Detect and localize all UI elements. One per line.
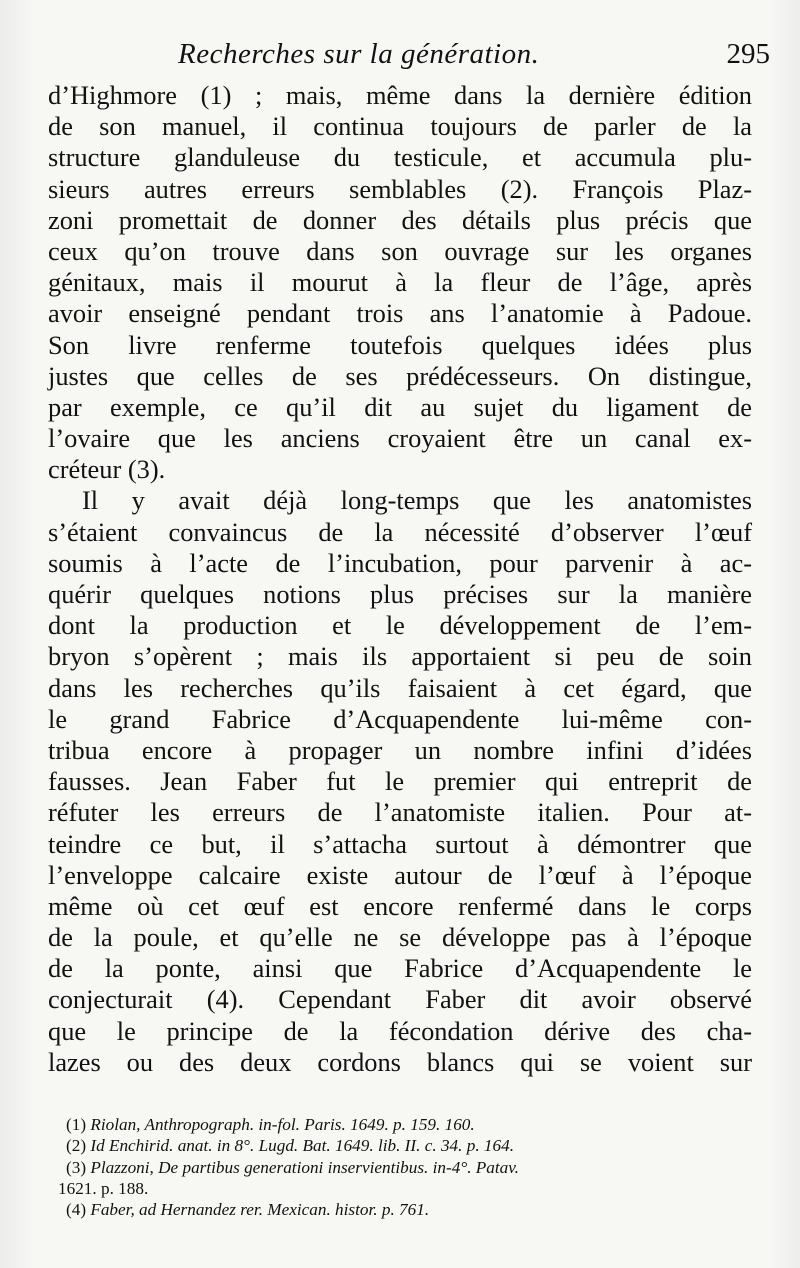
text-line: même où cet œuf est encore renfermé dans le corps xyxy=(48,890,752,921)
footnote-text: Faber, ad Hernandez rer. Mexican. histor. p. 761. xyxy=(90,1200,430,1220)
text-line: le grand Fabrice d’Acquapendente lui-même con- xyxy=(48,703,752,734)
text-line: de la poule, et qu’elle ne se développe pas à l’époque xyxy=(48,922,752,953)
footnote-text: Plazzoni, De partibus generationi inservientibus. in-4°. Patav. xyxy=(90,1157,519,1177)
text-line: bryon s’opèrent ; mais ils apportaient si peu de soin xyxy=(48,641,752,672)
text-line: lazes ou des deux cordons blancs qui se voient sur xyxy=(48,1046,752,1077)
text-line: justes que celles de ses prédécesseurs. On distingue, xyxy=(48,360,752,391)
footnote-number: (3) xyxy=(66,1157,87,1177)
text-line: fausses. Jean Faber fut le premier qui entreprit de xyxy=(48,766,752,797)
footnote-number: (4) xyxy=(66,1200,87,1220)
footnote-number: (2) xyxy=(66,1136,87,1156)
footnote xyxy=(66,1157,752,1178)
text-line: que le principe de la fécondation dérive des cha- xyxy=(48,1015,752,1046)
footnote-text: Id Enchirid. anat. in 8°. Lugd. Bat. 1649. lib. II. c. 34. p. 164. xyxy=(90,1136,514,1156)
page-header xyxy=(50,38,770,82)
text-line: dont la production et le développement de l’em- xyxy=(48,610,752,641)
text-line: créteur (3). xyxy=(48,454,166,485)
text-line: conjecturait (4). Cependant Faber dit avoir observé xyxy=(48,984,752,1015)
text-line: dans les recherches qu’ils faisaient à cet égard, que xyxy=(48,672,752,703)
footnote-continuation xyxy=(58,1178,752,1199)
page-number: 295 xyxy=(726,38,770,70)
footnote xyxy=(66,1135,752,1156)
footnote-number: (1) xyxy=(66,1115,87,1134)
text-line: génitaux, mais il mourut à la fleur de l’âge, après xyxy=(48,267,752,298)
text-line: teindre ce but, il s’attacha surtout à démontrer que xyxy=(48,828,752,859)
text-line: tribua encore à propager un nombre infini d’idées xyxy=(48,734,752,765)
text-line: d’Highmore (1) ; mais, même dans la dernière édition xyxy=(48,80,752,110)
text-line: ceux qu’on trouve dans son ouvrage sur les organes xyxy=(48,235,752,266)
text-line: par exemple, ce qu’il dit au sujet du ligament de xyxy=(48,391,752,422)
text-line: de la ponte, ainsi que Fabrice d’Acquapendente le xyxy=(48,953,752,984)
text-line: réfuter les erreurs de l’anatomiste italien. Pour at- xyxy=(48,797,752,828)
text-line: Il y avait déjà long-temps que les anatomistes xyxy=(82,485,752,516)
text-line: de son manuel, il continua toujours de parler de la xyxy=(48,111,752,142)
text-line: avoir enseigné pendant trois ans l’anatomie à Padoue. xyxy=(48,298,752,329)
text-line: soumis à l’acte de l’incubation, pour parvenir à ac- xyxy=(48,547,752,578)
footnote xyxy=(66,1114,752,1135)
text-line: structure glanduleuse du testicule, et accumula plu- xyxy=(48,142,752,173)
text-line: l’ovaire que les anciens croyaient être un canal ex- xyxy=(48,423,752,454)
text-line: sieurs autres erreurs semblables (2). François Plaz- xyxy=(48,173,752,204)
text-line: Son livre renferme toutefois quelques idées plus xyxy=(48,329,752,360)
footnote xyxy=(66,1199,752,1220)
body-text xyxy=(48,80,752,1078)
text-line: s’étaient convaincus de la nécessité d’observer l’œuf xyxy=(48,516,752,547)
running-title: Recherches sur la génération. xyxy=(178,38,540,70)
text-line: l’enveloppe calcaire existe autour de l’œuf à l’époque xyxy=(48,859,752,890)
footnote-text: 1621. p. 188. xyxy=(58,1178,149,1198)
footnotes xyxy=(58,1114,752,1220)
text-line: quérir quelques notions plus précises sur la manière xyxy=(48,579,752,609)
footnote-text: Riolan, Anthropograph. in-fol. Paris. 1649. p. 159. 160. xyxy=(90,1115,475,1134)
text-line: zoni promettait de donner des détails plus précis que xyxy=(48,204,752,235)
